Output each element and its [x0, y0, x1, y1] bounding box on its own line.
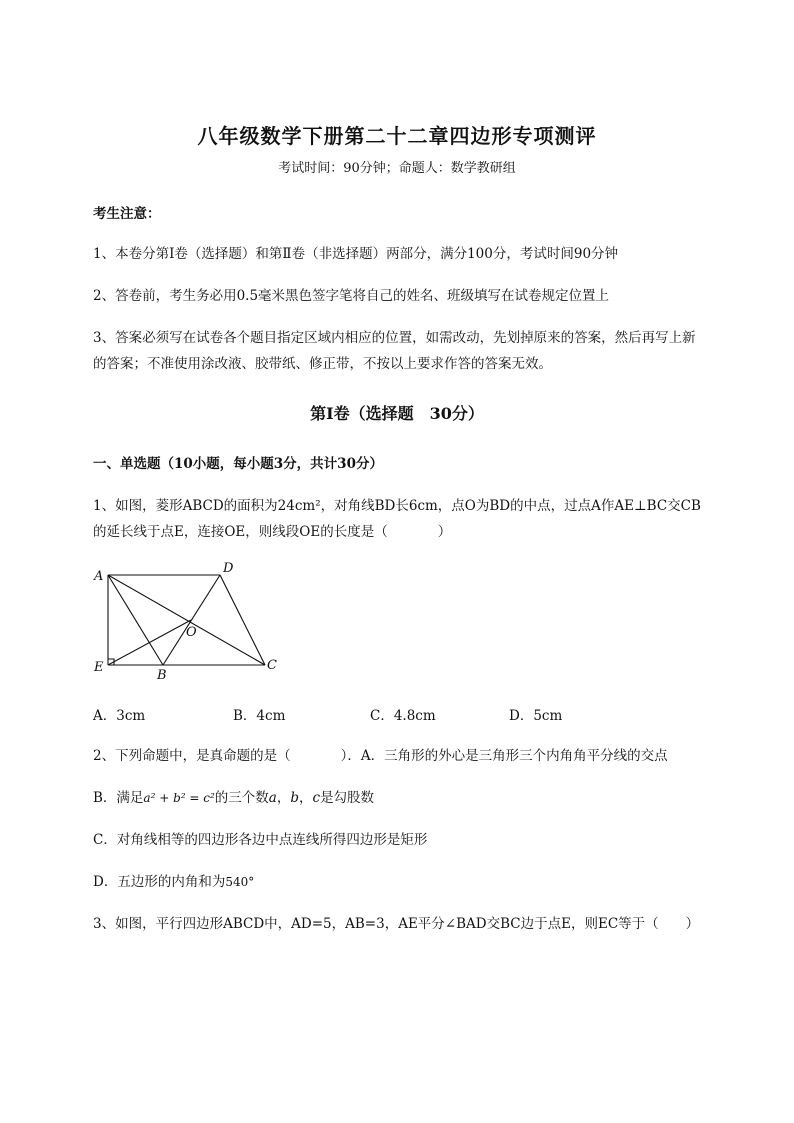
label-D: D — [223, 561, 234, 576]
q2-option-b[interactable] — [93, 786, 374, 806]
var-b: b — [290, 790, 299, 806]
q2-optb-suffix: 是勾股数 — [320, 790, 375, 806]
q1-stem-line2-text: 的延长线于点E，连接OE，则线段OE的长度是（ — [93, 524, 388, 540]
var-a: a — [268, 790, 277, 806]
label-C: C — [267, 658, 277, 673]
q1-stem-line2 — [93, 520, 451, 540]
page-title: 八年级数学下册第二十二章四边形专项测评 — [197, 124, 597, 148]
part-heading: 一、单选题（10小题，每小题3分，共计30分） — [93, 456, 383, 472]
q2-option-c[interactable]: C．对角线相等的四边形各边中点连线所得四边形是矩形 — [93, 832, 428, 848]
q1-option-a[interactable]: A．3cm — [93, 708, 146, 724]
notice-item-3: 3、答案必须写在试卷各个题目指定区域内相应的位置，如需改动，先划掉原来的答案，然后再写上新 — [93, 330, 696, 346]
notice-heading: 考生注意： — [93, 206, 161, 222]
q2-stem — [93, 744, 668, 764]
q1-stem-line1: 1、如图，菱形ABCD的面积为24cm²，对角线BD长6cm，点O为BD的中点，过点A作AE⊥BC交CB — [93, 498, 701, 514]
q2-option-d[interactable] — [93, 870, 254, 890]
q2-optb-mid: 的三个数 — [214, 790, 269, 806]
label-B: B — [157, 668, 167, 683]
var-c: c — [312, 790, 321, 806]
comma: ， — [299, 790, 313, 806]
label-O: O — [186, 625, 197, 640]
notice-item-3-cont: 的答案；不准使用涂改液、胶带纸、修正带，不按以上要求作答的答案无效。 — [93, 356, 552, 372]
pythagorean-formula: a² + b² = c² — [143, 791, 215, 805]
q1-option-c[interactable]: C．4.8cm — [370, 708, 436, 724]
section-title: 第I卷（选择题 30分） — [310, 404, 484, 423]
rhombus-figure — [90, 555, 290, 685]
exam-subtitle: 考试时间：90分钟；命题人：数学教研组 — [278, 161, 516, 176]
edge-AB — [108, 575, 163, 665]
q1-option-b[interactable]: B．4cm — [233, 708, 286, 724]
comma: ， — [276, 790, 291, 806]
q1-option-d[interactable]: D．5cm — [509, 708, 563, 724]
q3-stem: 3、如图，平行四边形ABCD中，AD=5，AB=3，AE平分∠BAD交BC边于点E，则EC等于（ ） — [93, 916, 700, 932]
q2-optd-value: 540° — [225, 875, 255, 889]
segment-EO — [108, 620, 191, 665]
q2-option-a[interactable]: ）．A．三角形的外心是三角形三个内角角平分线的交点 — [340, 748, 668, 764]
q2-optb-prefix: B．满足 — [93, 790, 144, 806]
diagonal-BD — [163, 575, 220, 665]
notice-item-2: 2、答卷前，考生务必用0.5毫米黑色签字笔将自己的姓名、班级填写在试卷规定位置上 — [93, 288, 610, 304]
q1-paren-close: ） — [437, 524, 452, 540]
q2-stem-text: 2、下列命题中，是真命题的是（ — [93, 748, 291, 764]
label-A: A — [94, 569, 104, 584]
q2-optd-text: D．五边形的内角和为 — [93, 874, 226, 890]
label-E: E — [94, 660, 104, 675]
diagonal-AC — [108, 575, 265, 665]
notice-item-1: 1、本卷分第I卷（选择题）和第Ⅱ卷（非选择题）两部分，满分100分，考试时间90分钟 — [93, 246, 619, 262]
